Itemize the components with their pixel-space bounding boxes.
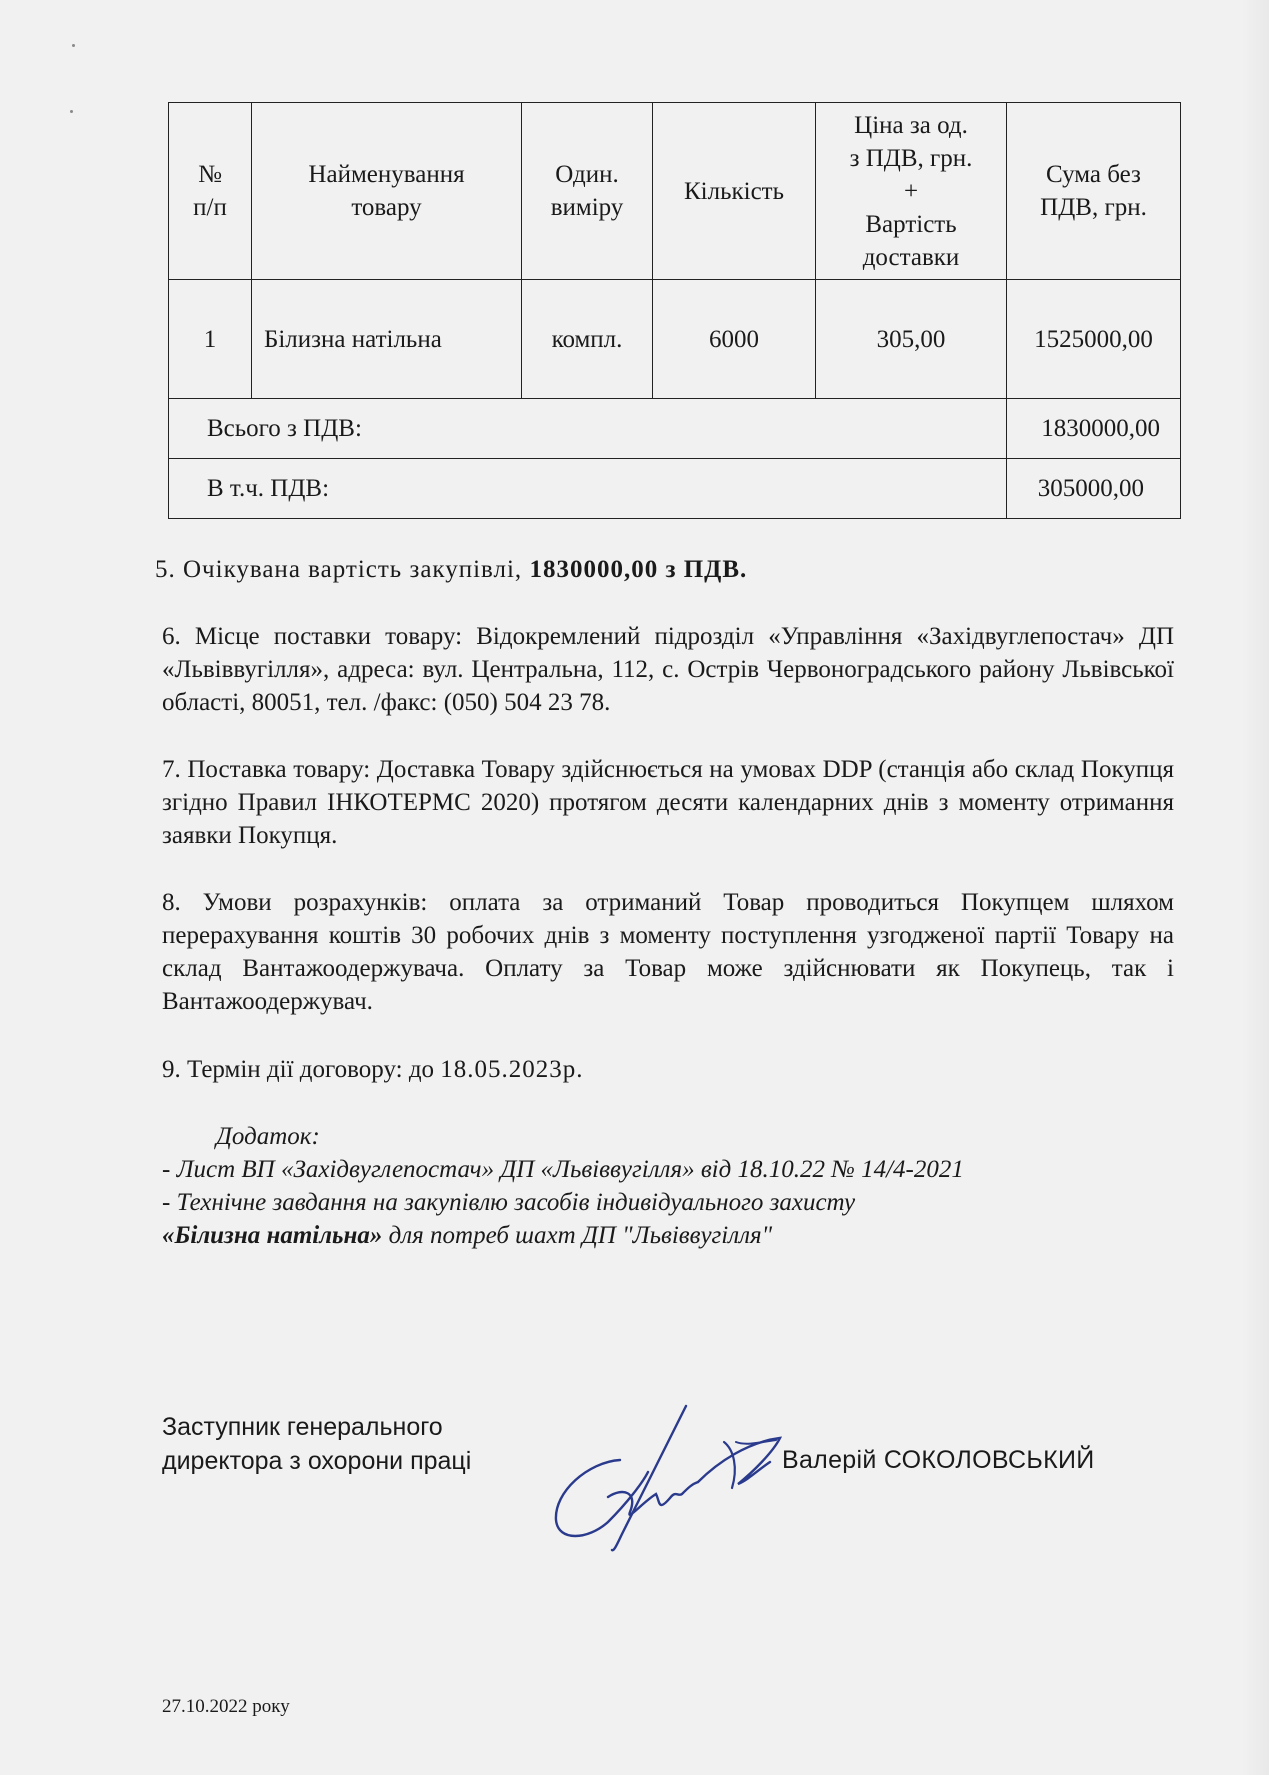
header-unit	[522, 103, 653, 280]
total-label: Всього з ПДВ:	[169, 399, 1007, 459]
paragraph-9-date: 18.05.2023р.	[440, 1056, 584, 1083]
total-row	[169, 399, 1181, 459]
header-price-line3: +	[903, 177, 919, 205]
header-price-line2: з ПДВ, грн.	[849, 144, 973, 172]
attachment-line-3-bold: «Білизна натільна»	[162, 1222, 383, 1249]
header-unit-line2: виміру	[550, 194, 624, 221]
header-price-line1: Ціна за од.	[854, 111, 968, 139]
vat-row	[169, 459, 1181, 519]
paragraph-delivery-terms: 7. Поставка товару: Доставка Товару здійснюється на умовах DDP (станція або склад Покупця згідно Правил ІНКОТЕРМС 2020) протягом десяти календарних днів з моменту отримання заявки Покупця.	[162, 756, 1174, 849]
scan-speck	[70, 110, 73, 113]
paragraph-9-text: 9. Термін дії договору: до	[162, 1056, 441, 1083]
signatory-role-line2: директора з охорони праці	[162, 1447, 472, 1475]
paragraph-5-text: 5. Очікувана вартість закупівлі,	[155, 556, 530, 583]
vat-label: В т.ч. ПДВ:	[169, 459, 1007, 519]
header-number	[169, 103, 252, 280]
cell-product-name: Білизна натільна	[252, 280, 522, 399]
attachment-line-2: - Технічне завдання на закупівлю засобів індивідуального захисту	[162, 1189, 856, 1216]
total-value: 1830000,00	[1007, 399, 1181, 459]
cell-quantity: 6000	[653, 280, 816, 399]
table-row	[169, 280, 1181, 399]
paragraph-payment-terms: 8. Умови розрахунків: оплата за отриманий Товар проводиться Покупцем шляхом перерахування коштів 30 робочих днів з моменту поступлення узгодженої партії Товару на склад Вантажоодержувача. Оплату за Товар може здійснювати як Покупець, так і Вантажоодержувач.	[162, 889, 1174, 1015]
signatory-name: Валерій СОКОЛОВСЬКИЙ	[782, 1446, 1095, 1474]
header-name-line2: товару	[351, 194, 422, 221]
handwritten-signature	[548, 1402, 798, 1554]
attachment-line-3-rest: для потреб шахт ДП "Львіввугілля"	[382, 1222, 773, 1249]
scan-speck	[72, 44, 75, 47]
signatory-role	[162, 1410, 471, 1478]
vat-value: 305000,00	[1007, 459, 1181, 519]
paragraph-contract-term	[162, 1053, 1174, 1086]
header-sum-line1: Сума без	[1046, 161, 1141, 188]
header-product-name	[252, 103, 522, 280]
document-date: 27.10.2022 року	[162, 1696, 290, 1717]
header-price	[816, 103, 1007, 280]
cell-sum: 1525000,00	[1007, 280, 1181, 399]
header-sum-line2: ПДВ, грн.	[1040, 194, 1147, 221]
header-name-line1: Найменування	[308, 161, 465, 188]
paragraph-expected-cost	[155, 553, 1167, 586]
header-price-line5: доставки	[862, 243, 960, 271]
header-quantity-label: Кількість	[683, 177, 784, 205]
header-unit-line1: Один.	[555, 161, 619, 188]
page-edge-shadow	[1241, 0, 1269, 1775]
header-number-line1: №	[198, 161, 222, 188]
header-quantity	[653, 103, 816, 280]
cell-price: 305,00	[816, 280, 1007, 399]
attachment-line-1: - Лист ВП «Західвуглепостач» ДП «Львіввугілля» від 18.10.22 № 14/4-2021	[162, 1156, 964, 1183]
cell-number: 1	[169, 280, 252, 399]
table-header-row	[169, 103, 1181, 280]
attachment-line-3	[162, 1219, 772, 1252]
paragraph-5-amount: 1830000,00 з ПДВ.	[529, 556, 748, 583]
header-number-line2: п/п	[193, 194, 227, 221]
signatory-role-line1: Заступник генерального	[162, 1413, 443, 1441]
paragraph-delivery-place: 6. Місце поставки товару: Відокремлений підрозділ «Управління «Західвуглепостач» ДП «Львіввугілля», адреса: вул. Центральна, 112, с. Острів Червоноградського району Львівської області, 80051, тел. /факс: (050) 504 23 78.	[162, 623, 1174, 716]
header-price-line4: Вартість	[865, 210, 957, 238]
goods-table	[168, 102, 1181, 519]
header-sum	[1007, 103, 1181, 280]
attachments-title: Додаток:	[216, 1123, 320, 1150]
cell-unit: компл.	[522, 280, 653, 399]
